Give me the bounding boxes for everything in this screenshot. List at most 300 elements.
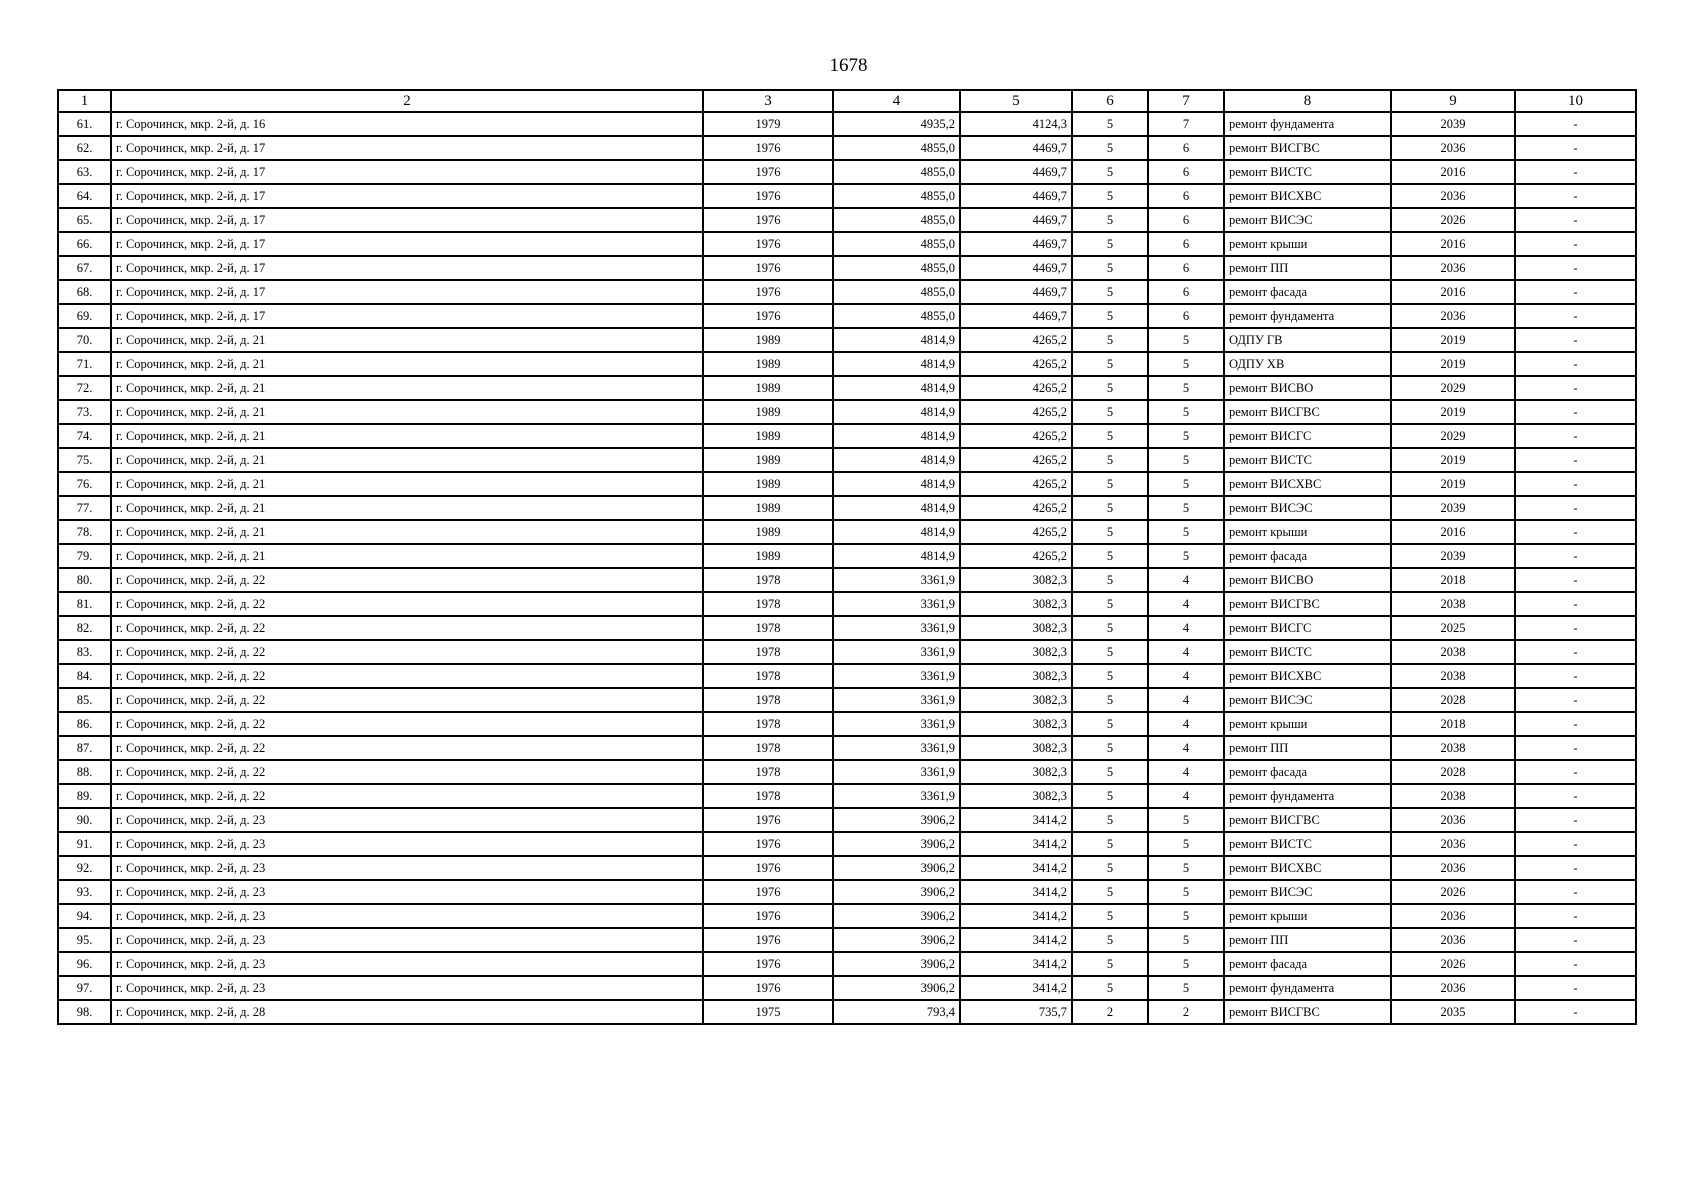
total-area-cell: 4935,2 [833, 112, 960, 136]
note-cell: - [1515, 640, 1636, 664]
note-cell: - [1515, 976, 1636, 1000]
address-cell: г. Сорочинск, мкр. 2-й, д. 17 [111, 304, 703, 328]
entrances-cell: 4 [1148, 688, 1224, 712]
table-row [58, 616, 1636, 640]
work-type-cell: ремонт фундамента [1224, 784, 1391, 808]
year-built-cell: 1989 [703, 448, 833, 472]
table-row [58, 712, 1636, 736]
living-area-cell: 4469,7 [960, 280, 1072, 304]
note-cell: - [1515, 952, 1636, 976]
total-area-cell: 3361,9 [833, 592, 960, 616]
work-type-cell: ремонт ВИСЭС [1224, 208, 1391, 232]
entrances-cell: 5 [1148, 832, 1224, 856]
year-built-cell: 1976 [703, 808, 833, 832]
planned-year-cell: 2036 [1391, 184, 1515, 208]
floors-cell: 5 [1072, 328, 1148, 352]
table-row [58, 304, 1636, 328]
work-type-cell: ремонт крыши [1224, 520, 1391, 544]
note-cell: - [1515, 424, 1636, 448]
entrances-cell: 5 [1148, 520, 1224, 544]
entrances-cell: 5 [1148, 976, 1224, 1000]
entrances-cell: 4 [1148, 736, 1224, 760]
total-area-cell: 3906,2 [833, 832, 960, 856]
year-built-cell: 1976 [703, 976, 833, 1000]
planned-year-cell: 2038 [1391, 664, 1515, 688]
planned-year-cell: 2019 [1391, 400, 1515, 424]
total-area-cell: 3361,9 [833, 616, 960, 640]
row-number-cell: 78. [58, 520, 111, 544]
table-row [58, 784, 1636, 808]
work-type-cell: ремонт ВИСГС [1224, 424, 1391, 448]
planned-year-cell: 2036 [1391, 136, 1515, 160]
living-area-cell: 3414,2 [960, 976, 1072, 1000]
living-area-cell: 3414,2 [960, 904, 1072, 928]
address-cell: г. Сорочинск, мкр. 2-й, д. 21 [111, 472, 703, 496]
table-row [58, 136, 1636, 160]
row-number-cell: 94. [58, 904, 111, 928]
planned-year-cell: 2036 [1391, 256, 1515, 280]
total-area-cell: 4814,9 [833, 400, 960, 424]
living-area-cell: 3082,3 [960, 640, 1072, 664]
column-header-5: 5 [960, 90, 1072, 112]
note-cell: - [1515, 376, 1636, 400]
entrances-cell: 4 [1148, 784, 1224, 808]
work-type-cell: ремонт фундамента [1224, 976, 1391, 1000]
note-cell: - [1515, 736, 1636, 760]
note-cell: - [1515, 232, 1636, 256]
living-area-cell: 4469,7 [960, 184, 1072, 208]
table-row [58, 856, 1636, 880]
year-built-cell: 1976 [703, 856, 833, 880]
address-cell: г. Сорочинск, мкр. 2-й, д. 17 [111, 208, 703, 232]
total-area-cell: 4814,9 [833, 328, 960, 352]
total-area-cell: 4855,0 [833, 184, 960, 208]
work-type-cell: ремонт ВИСГВС [1224, 400, 1391, 424]
floors-cell: 5 [1072, 208, 1148, 232]
row-number-cell: 86. [58, 712, 111, 736]
floors-cell: 5 [1072, 376, 1148, 400]
row-number-cell: 77. [58, 496, 111, 520]
row-number-cell: 92. [58, 856, 111, 880]
floors-cell: 5 [1072, 880, 1148, 904]
total-area-cell: 3906,2 [833, 952, 960, 976]
planned-year-cell: 2018 [1391, 712, 1515, 736]
note-cell: - [1515, 928, 1636, 952]
address-cell: г. Сорочинск, мкр. 2-й, д. 23 [111, 904, 703, 928]
table-row [58, 400, 1636, 424]
living-area-cell: 3082,3 [960, 736, 1072, 760]
living-area-cell: 4265,2 [960, 376, 1072, 400]
table-row [58, 832, 1636, 856]
table-row [58, 448, 1636, 472]
note-cell: - [1515, 568, 1636, 592]
floors-cell: 5 [1072, 616, 1148, 640]
floors-cell: 5 [1072, 136, 1148, 160]
year-built-cell: 1976 [703, 256, 833, 280]
note-cell: - [1515, 544, 1636, 568]
address-cell: г. Сорочинск, мкр. 2-й, д. 23 [111, 952, 703, 976]
entrances-cell: 5 [1148, 904, 1224, 928]
floors-cell: 5 [1072, 232, 1148, 256]
note-cell: - [1515, 616, 1636, 640]
row-number-cell: 61. [58, 112, 111, 136]
note-cell: - [1515, 400, 1636, 424]
row-number-cell: 80. [58, 568, 111, 592]
planned-year-cell: 2016 [1391, 160, 1515, 184]
table-row [58, 280, 1636, 304]
planned-year-cell: 2016 [1391, 520, 1515, 544]
work-type-cell: ОДПУ ХВ [1224, 352, 1391, 376]
year-built-cell: 1978 [703, 688, 833, 712]
entrances-cell: 5 [1148, 856, 1224, 880]
work-type-cell: ремонт ВИСХВС [1224, 664, 1391, 688]
planned-year-cell: 2028 [1391, 688, 1515, 712]
entrances-cell: 2 [1148, 1000, 1224, 1024]
row-number-cell: 72. [58, 376, 111, 400]
table-row [58, 688, 1636, 712]
work-type-cell: ремонт фасада [1224, 280, 1391, 304]
table-row [58, 424, 1636, 448]
work-type-cell: ремонт ВИСТС [1224, 160, 1391, 184]
living-area-cell: 3414,2 [960, 808, 1072, 832]
planned-year-cell: 2036 [1391, 304, 1515, 328]
address-cell: г. Сорочинск, мкр. 2-й, д. 28 [111, 1000, 703, 1024]
address-cell: г. Сорочинск, мкр. 2-й, д. 17 [111, 256, 703, 280]
work-type-cell: ремонт ВИСГС [1224, 616, 1391, 640]
work-type-cell: ремонт крыши [1224, 904, 1391, 928]
floors-cell: 5 [1072, 304, 1148, 328]
work-type-cell: ремонт ВИСХВС [1224, 184, 1391, 208]
planned-year-cell: 2039 [1391, 112, 1515, 136]
row-number-cell: 98. [58, 1000, 111, 1024]
address-cell: г. Сорочинск, мкр. 2-й, д. 23 [111, 976, 703, 1000]
entrances-cell: 4 [1148, 760, 1224, 784]
table-row [58, 952, 1636, 976]
address-cell: г. Сорочинск, мкр. 2-й, д. 17 [111, 280, 703, 304]
total-area-cell: 3906,2 [833, 928, 960, 952]
work-type-cell: ремонт ВИСЭС [1224, 688, 1391, 712]
row-number-cell: 84. [58, 664, 111, 688]
address-cell: г. Сорочинск, мкр. 2-й, д. 21 [111, 352, 703, 376]
entrances-cell: 4 [1148, 664, 1224, 688]
note-cell: - [1515, 256, 1636, 280]
floors-cell: 2 [1072, 1000, 1148, 1024]
row-number-cell: 76. [58, 472, 111, 496]
floors-cell: 5 [1072, 520, 1148, 544]
note-cell: - [1515, 1000, 1636, 1024]
floors-cell: 5 [1072, 496, 1148, 520]
table-row [58, 472, 1636, 496]
table-row [58, 568, 1636, 592]
note-cell: - [1515, 160, 1636, 184]
table-row [58, 736, 1636, 760]
floors-cell: 5 [1072, 976, 1148, 1000]
table-row [58, 352, 1636, 376]
row-number-cell: 75. [58, 448, 111, 472]
note-cell: - [1515, 712, 1636, 736]
floors-cell: 5 [1072, 904, 1148, 928]
work-type-cell: ремонт фундамента [1224, 304, 1391, 328]
address-cell: г. Сорочинск, мкр. 2-й, д. 17 [111, 232, 703, 256]
note-cell: - [1515, 112, 1636, 136]
floors-cell: 5 [1072, 544, 1148, 568]
year-built-cell: 1978 [703, 568, 833, 592]
address-cell: г. Сорочинск, мкр. 2-й, д. 21 [111, 496, 703, 520]
work-type-cell: ремонт ВИСВО [1224, 568, 1391, 592]
planned-year-cell: 2036 [1391, 976, 1515, 1000]
column-header-10: 10 [1515, 90, 1636, 112]
column-header-4: 4 [833, 90, 960, 112]
living-area-cell: 3082,3 [960, 664, 1072, 688]
repair-schedule-table [57, 89, 1637, 1025]
year-built-cell: 1978 [703, 640, 833, 664]
table-row [58, 232, 1636, 256]
living-area-cell: 735,7 [960, 1000, 1072, 1024]
address-cell: г. Сорочинск, мкр. 2-й, д. 16 [111, 112, 703, 136]
total-area-cell: 4855,0 [833, 256, 960, 280]
total-area-cell: 4814,9 [833, 424, 960, 448]
work-type-cell: ОДПУ ГВ [1224, 328, 1391, 352]
total-area-cell: 3906,2 [833, 880, 960, 904]
floors-cell: 5 [1072, 352, 1148, 376]
table-row [58, 880, 1636, 904]
row-number-cell: 62. [58, 136, 111, 160]
floors-cell: 5 [1072, 280, 1148, 304]
note-cell: - [1515, 760, 1636, 784]
total-area-cell: 4855,0 [833, 160, 960, 184]
total-area-cell: 3361,9 [833, 736, 960, 760]
entrances-cell: 4 [1148, 616, 1224, 640]
page-number: 1678 [829, 55, 868, 76]
note-cell: - [1515, 520, 1636, 544]
table-row [58, 376, 1636, 400]
note-cell: - [1515, 784, 1636, 808]
planned-year-cell: 2039 [1391, 544, 1515, 568]
table-row [58, 808, 1636, 832]
year-built-cell: 1976 [703, 952, 833, 976]
row-number-cell: 89. [58, 784, 111, 808]
floors-cell: 5 [1072, 856, 1148, 880]
address-cell: г. Сорочинск, мкр. 2-й, д. 17 [111, 136, 703, 160]
address-cell: г. Сорочинск, мкр. 2-й, д. 22 [111, 736, 703, 760]
entrances-cell: 5 [1148, 400, 1224, 424]
planned-year-cell: 2028 [1391, 760, 1515, 784]
living-area-cell: 3082,3 [960, 568, 1072, 592]
living-area-cell: 4265,2 [960, 352, 1072, 376]
row-number-cell: 79. [58, 544, 111, 568]
total-area-cell: 3361,9 [833, 712, 960, 736]
floors-cell: 5 [1072, 688, 1148, 712]
entrances-cell: 5 [1148, 328, 1224, 352]
address-cell: г. Сорочинск, мкр. 2-й, д. 23 [111, 808, 703, 832]
living-area-cell: 4265,2 [960, 328, 1072, 352]
floors-cell: 5 [1072, 112, 1148, 136]
year-built-cell: 1989 [703, 472, 833, 496]
planned-year-cell: 2016 [1391, 280, 1515, 304]
year-built-cell: 1989 [703, 376, 833, 400]
table-row [58, 544, 1636, 568]
row-number-cell: 65. [58, 208, 111, 232]
work-type-cell: ремонт ПП [1224, 736, 1391, 760]
table-row [58, 760, 1636, 784]
address-cell: г. Сорочинск, мкр. 2-й, д. 21 [111, 424, 703, 448]
table-row [58, 160, 1636, 184]
note-cell: - [1515, 880, 1636, 904]
total-area-cell: 3906,2 [833, 856, 960, 880]
row-number-cell: 95. [58, 928, 111, 952]
living-area-cell: 3414,2 [960, 832, 1072, 856]
year-built-cell: 1989 [703, 328, 833, 352]
total-area-cell: 4855,0 [833, 232, 960, 256]
table-row [58, 256, 1636, 280]
work-type-cell: ремонт фундамента [1224, 112, 1391, 136]
address-cell: г. Сорочинск, мкр. 2-й, д. 17 [111, 160, 703, 184]
entrances-cell: 6 [1148, 136, 1224, 160]
year-built-cell: 1976 [703, 904, 833, 928]
living-area-cell: 4265,2 [960, 448, 1072, 472]
entrances-cell: 5 [1148, 376, 1224, 400]
total-area-cell: 4814,9 [833, 520, 960, 544]
floors-cell: 5 [1072, 784, 1148, 808]
living-area-cell: 4124,3 [960, 112, 1072, 136]
planned-year-cell: 2019 [1391, 472, 1515, 496]
work-type-cell: ремонт ВИСЭС [1224, 880, 1391, 904]
table-row [58, 592, 1636, 616]
work-type-cell: ремонт ВИСГВС [1224, 808, 1391, 832]
column-header-2: 2 [111, 90, 703, 112]
planned-year-cell: 2016 [1391, 232, 1515, 256]
work-type-cell: ремонт крыши [1224, 712, 1391, 736]
year-built-cell: 1978 [703, 712, 833, 736]
entrances-cell: 5 [1148, 928, 1224, 952]
address-cell: г. Сорочинск, мкр. 2-й, д. 21 [111, 448, 703, 472]
year-built-cell: 1989 [703, 496, 833, 520]
note-cell: - [1515, 496, 1636, 520]
living-area-cell: 3414,2 [960, 928, 1072, 952]
note-cell: - [1515, 184, 1636, 208]
year-built-cell: 1978 [703, 784, 833, 808]
year-built-cell: 1976 [703, 928, 833, 952]
row-number-cell: 74. [58, 424, 111, 448]
row-number-cell: 69. [58, 304, 111, 328]
planned-year-cell: 2019 [1391, 328, 1515, 352]
entrances-cell: 6 [1148, 304, 1224, 328]
work-type-cell: ремонт крыши [1224, 232, 1391, 256]
total-area-cell: 3361,9 [833, 688, 960, 712]
total-area-cell: 4855,0 [833, 136, 960, 160]
planned-year-cell: 2036 [1391, 928, 1515, 952]
planned-year-cell: 2038 [1391, 592, 1515, 616]
total-area-cell: 4814,9 [833, 352, 960, 376]
entrances-cell: 5 [1148, 352, 1224, 376]
living-area-cell: 4469,7 [960, 232, 1072, 256]
living-area-cell: 3082,3 [960, 688, 1072, 712]
planned-year-cell: 2026 [1391, 952, 1515, 976]
address-cell: г. Сорочинск, мкр. 2-й, д. 21 [111, 376, 703, 400]
entrances-cell: 6 [1148, 280, 1224, 304]
living-area-cell: 3082,3 [960, 760, 1072, 784]
floors-cell: 5 [1072, 160, 1148, 184]
planned-year-cell: 2018 [1391, 568, 1515, 592]
note-cell: - [1515, 448, 1636, 472]
address-cell: г. Сорочинск, мкр. 2-й, д. 22 [111, 568, 703, 592]
total-area-cell: 3361,9 [833, 664, 960, 688]
table-row [58, 640, 1636, 664]
note-cell: - [1515, 208, 1636, 232]
planned-year-cell: 2038 [1391, 640, 1515, 664]
address-cell: г. Сорочинск, мкр. 2-й, д. 21 [111, 520, 703, 544]
living-area-cell: 4469,7 [960, 208, 1072, 232]
entrances-cell: 7 [1148, 112, 1224, 136]
floors-cell: 5 [1072, 568, 1148, 592]
year-built-cell: 1976 [703, 136, 833, 160]
floors-cell: 5 [1072, 760, 1148, 784]
table-row [58, 928, 1636, 952]
note-cell: - [1515, 832, 1636, 856]
total-area-cell: 3361,9 [833, 784, 960, 808]
year-built-cell: 1978 [703, 736, 833, 760]
floors-cell: 5 [1072, 424, 1148, 448]
note-cell: - [1515, 304, 1636, 328]
note-cell: - [1515, 904, 1636, 928]
address-cell: г. Сорочинск, мкр. 2-й, д. 22 [111, 616, 703, 640]
address-cell: г. Сорочинск, мкр. 2-й, д. 22 [111, 760, 703, 784]
note-cell: - [1515, 664, 1636, 688]
table-row [58, 1000, 1636, 1024]
work-type-cell: ремонт ВИСВО [1224, 376, 1391, 400]
total-area-cell: 3906,2 [833, 976, 960, 1000]
table-row [58, 184, 1636, 208]
address-cell: г. Сорочинск, мкр. 2-й, д. 21 [111, 544, 703, 568]
work-type-cell: ремонт ВИСГВС [1224, 592, 1391, 616]
address-cell: г. Сорочинск, мкр. 2-й, д. 21 [111, 400, 703, 424]
note-cell: - [1515, 280, 1636, 304]
planned-year-cell: 2038 [1391, 736, 1515, 760]
entrances-cell: 4 [1148, 712, 1224, 736]
year-built-cell: 1976 [703, 208, 833, 232]
total-area-cell: 3906,2 [833, 904, 960, 928]
work-type-cell: ремонт ВИСТС [1224, 640, 1391, 664]
living-area-cell: 3414,2 [960, 952, 1072, 976]
column-header-1: 1 [58, 90, 111, 112]
entrances-cell: 4 [1148, 640, 1224, 664]
total-area-cell: 4855,0 [833, 280, 960, 304]
address-cell: г. Сорочинск, мкр. 2-й, д. 23 [111, 928, 703, 952]
address-cell: г. Сорочинск, мкр. 2-й, д. 22 [111, 640, 703, 664]
entrances-cell: 6 [1148, 232, 1224, 256]
living-area-cell: 4469,7 [960, 160, 1072, 184]
floors-cell: 5 [1072, 256, 1148, 280]
floors-cell: 5 [1072, 400, 1148, 424]
total-area-cell: 4814,9 [833, 544, 960, 568]
living-area-cell: 3414,2 [960, 880, 1072, 904]
planned-year-cell: 2026 [1391, 208, 1515, 232]
table-row [58, 112, 1636, 136]
note-cell: - [1515, 352, 1636, 376]
work-type-cell: ремонт фасада [1224, 544, 1391, 568]
living-area-cell: 4469,7 [960, 304, 1072, 328]
living-area-cell: 4265,2 [960, 544, 1072, 568]
address-cell: г. Сорочинск, мкр. 2-й, д. 22 [111, 784, 703, 808]
total-area-cell: 4855,0 [833, 304, 960, 328]
living-area-cell: 4469,7 [960, 136, 1072, 160]
living-area-cell: 4265,2 [960, 424, 1072, 448]
entrances-cell: 5 [1148, 880, 1224, 904]
note-cell: - [1515, 136, 1636, 160]
living-area-cell: 3414,2 [960, 856, 1072, 880]
planned-year-cell: 2036 [1391, 832, 1515, 856]
entrances-cell: 6 [1148, 208, 1224, 232]
